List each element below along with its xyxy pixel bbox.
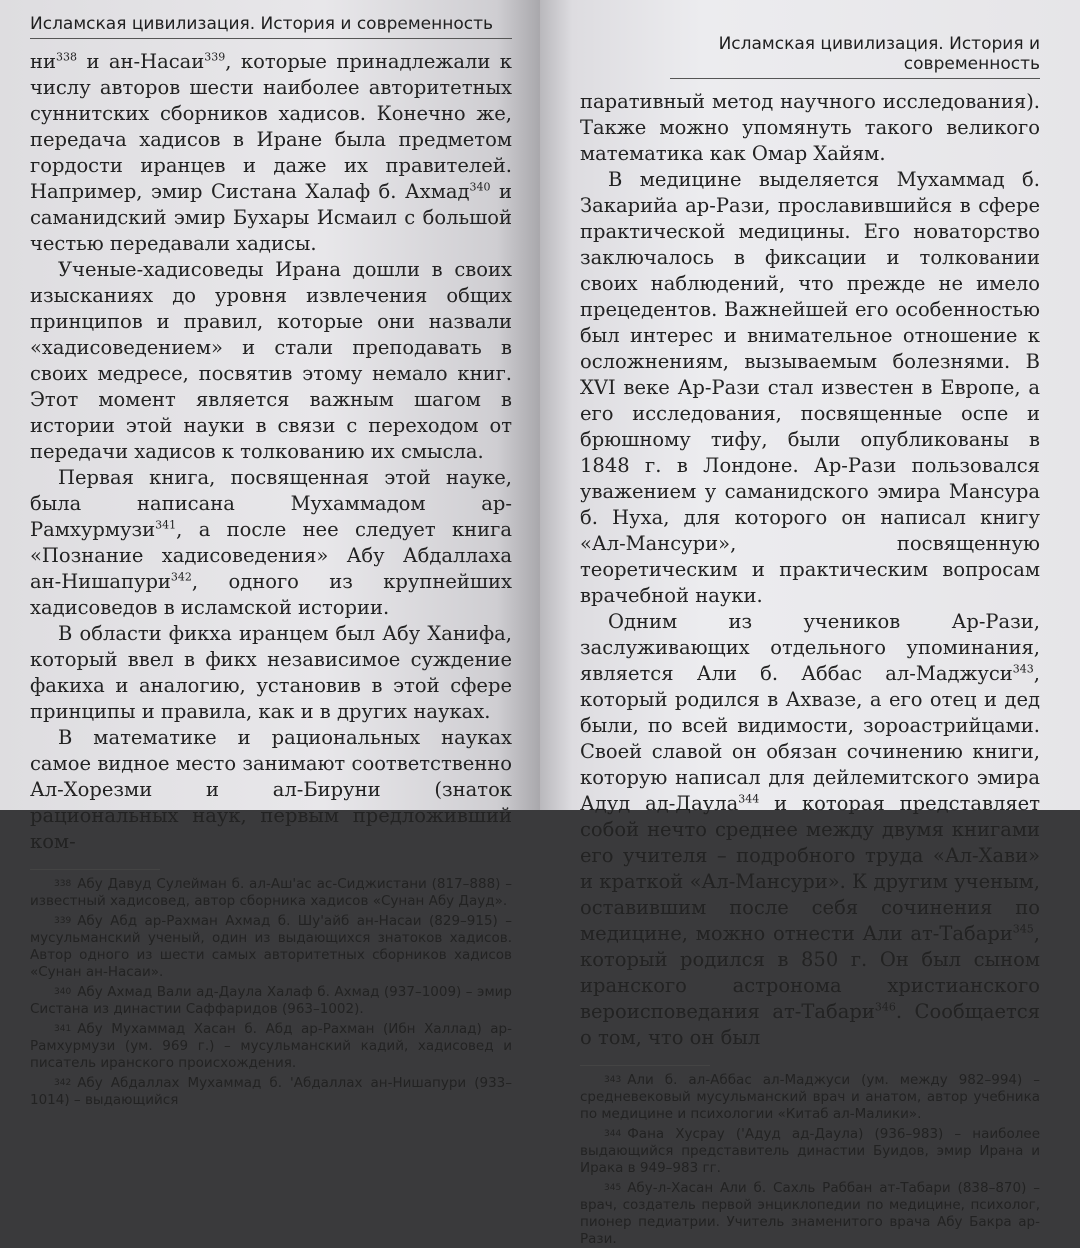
footnote-text: Али б. ал-Аббас ал-Маджуси (ум. между 982–994) – средневековый мусульманский врач и анатом, автор учебника по медицине и психологии «Китаб ал-Малики». [580, 1072, 1040, 1122]
footnote-text: Абу Абд ар-Рахман Ахмад б. Шу'айб ан-Насаи (829–915) – мусульманский ученый, один из выдающихся знатоков хадисов. Автор одного из шести самых авторитетных сборников хадисов «Сунан ан-Насаи». [30, 913, 512, 980]
body-text [580, 89, 1040, 1051]
footnote-text: Абу Абдаллах Мухаммад б. 'Абдаллах ан-Нишапури (933–1014) – выдающийся [30, 1075, 512, 1108]
body-text [30, 49, 512, 855]
footnote [30, 984, 512, 1018]
footnote [30, 876, 512, 910]
footnote-number: 339 [54, 916, 72, 926]
footnote-number: 342 [54, 1078, 72, 1088]
paragraph: В математике и рациональных науках самое видное место занимают соответственно Ал-Хорезми и ал-Бируни (знаток рациональных наук, первым предложивший ком- [30, 726, 512, 853]
right-page [540, 0, 1080, 1247]
footnote-number: 340 [54, 987, 72, 997]
running-head: Исламская цивилизация. История и современность [30, 14, 512, 39]
footnote [580, 1126, 1040, 1177]
paragraph: Ученые-хадисоведы Ирана дошли в своих изысканиях до уровня извлечения общих принципов и правил, которые они назвали «хадисоведением» и стали преподавать в своих медресе, посвятив этому немало книг. Этот момент является важным шагом в истории этой науки в связи с переходом от передачи хадисов к толкованию их смысла. [30, 258, 512, 463]
footnote [30, 1021, 512, 1072]
footnote-text: Фана Хусрау ('Адуд ад-Даула) (936–983) – наиболее выдающийся представитель династии Буидов, эмир Ирана и Ирака в 949–983 гг. [580, 1126, 1040, 1176]
paragraph: Одним из учеников Ар-Рази, заслуживающих отдельного упоминания, является Али б. Аббас ал-Маджуси$^{343}$, который родился в Ахвазе, а его отец и дед были, по всей видимости, зороастрийцами. Своей славой он обязан сочинению книги, которую написал для дейлемитского эмира Адуд ад-Даула$^{344}$ и которая представляет собой нечто среднее между двумя книгами его учителя – подробного труда «Ал-Хави» и краткой «Ал-Мансури». К другим ученым, оставившим после себя сочинения по медицине, можно отнести Али ат-Табари$^{345}$, который родился в 850 г. Он был сыном иранского астронома христианского вероисповедания ат-Табари$^{346}$. Сообщается о том, что он был [580, 610, 1040, 1049]
footnote [30, 913, 512, 981]
footnote [580, 1180, 1040, 1248]
paragraph: Первая книга, посвященная этой науке, была написана Мухаммадом ар-Рамхурмузи$^{341}$, а после нее следует книга «Познание хадисоведения» Абу Абдаллаха ан-Нишапури$^{342}$, одного из крупнейших хадисоведов в исламской истории. [30, 466, 512, 619]
running-head: Исламская цивилизация. История и современность [670, 34, 1040, 79]
paragraph: $ни^{338}$ и ан-Насаи$^{339}$, которые принадлежали к числу авторов шести наиболее авторитетных суннитских сборников хадисов. Конечно же, передача хадисов в Иране была предметом гордости иранцев и даже их правителей. Например, эмир Систана Халаф б. Ахмад$^{340}$ и саманидский эмир Бухары Исмаил с большой честью передавали хадисы. [30, 50, 512, 255]
footnote [580, 1072, 1040, 1123]
footnote-text: Абу Ахмад Вали ад-Даула Халаф б. Ахмад (937–1009) – эмир Систана из династии Саффаридов (963–1002). [30, 984, 512, 1017]
footnote-number: 345 [604, 1183, 622, 1193]
paragraph: В области фикха иранцем был Абу Ханифа, который ввел в фикх независимое суждение факиха и аналогию, установив в этой сфере принципы и правила, как и в других науках. [30, 622, 512, 723]
footnote-text: Абу Мухаммад Хасан б. Абд ар-Рахман (Ибн Халлад) ар-Рамхурмузи (ум. 969 г.) – мусульманский кадий, хадисовед и писатель иранского происхождения. [30, 1021, 512, 1071]
footnote-text: Абу-л-Хасан Али б. Сахль Раббан ат-Табари (838–870) – врач, создатель первой энциклопедии по медицине, психолог, пионер педиатрии. Учитель знаменитого врача Абу Бакра ар-Рази. [580, 1180, 1040, 1247]
paragraph: паративный метод научного исследования). Также можно упомянуть такого великого математика как Омар Хайям. [580, 90, 1040, 165]
footnote-divider [580, 1065, 710, 1066]
footnote-number: 341 [54, 1024, 72, 1034]
footnote-number: 344 [604, 1129, 622, 1139]
footnote [30, 1075, 512, 1109]
left-page [0, 0, 540, 1108]
footnotes [30, 876, 512, 1109]
paragraph: В медицине выделяется Мухаммад б. Закарийа ар-Рази, прославившийся в сфере практической медицины. Его новаторство заключалось в фиксации и толковании своих наблюдений, что прежде не имело прецедентов. Важнейшей его особенностью был интерес и внимательное отношение к осложнениям, вызываемым болезнями. В XVI веке Ар-Рази стал известен в Европе, а его исследования, посвященные оспе и брюшному тифу, были опубликованы в 1848 г. в Лондоне. Ар-Рази пользовался уважением у саманидского эмира Мансура б. Нуха, для которого он написал книгу «Ал-Мансури», посвященную теоретическим и практическим вопросам врачебной науки. [580, 168, 1040, 607]
footnote-text: Абу Давуд Сулейман б. ал-Аш'ас ас-Сиджистани (817–888) – известный хадисовед, автор сборника хадисов «Сунан Абу Дауд». [30, 876, 512, 909]
footnote-number: 338 [54, 879, 72, 889]
footnotes [580, 1072, 1040, 1248]
footnote-divider [30, 869, 160, 870]
footnote-number: 343 [604, 1075, 622, 1085]
